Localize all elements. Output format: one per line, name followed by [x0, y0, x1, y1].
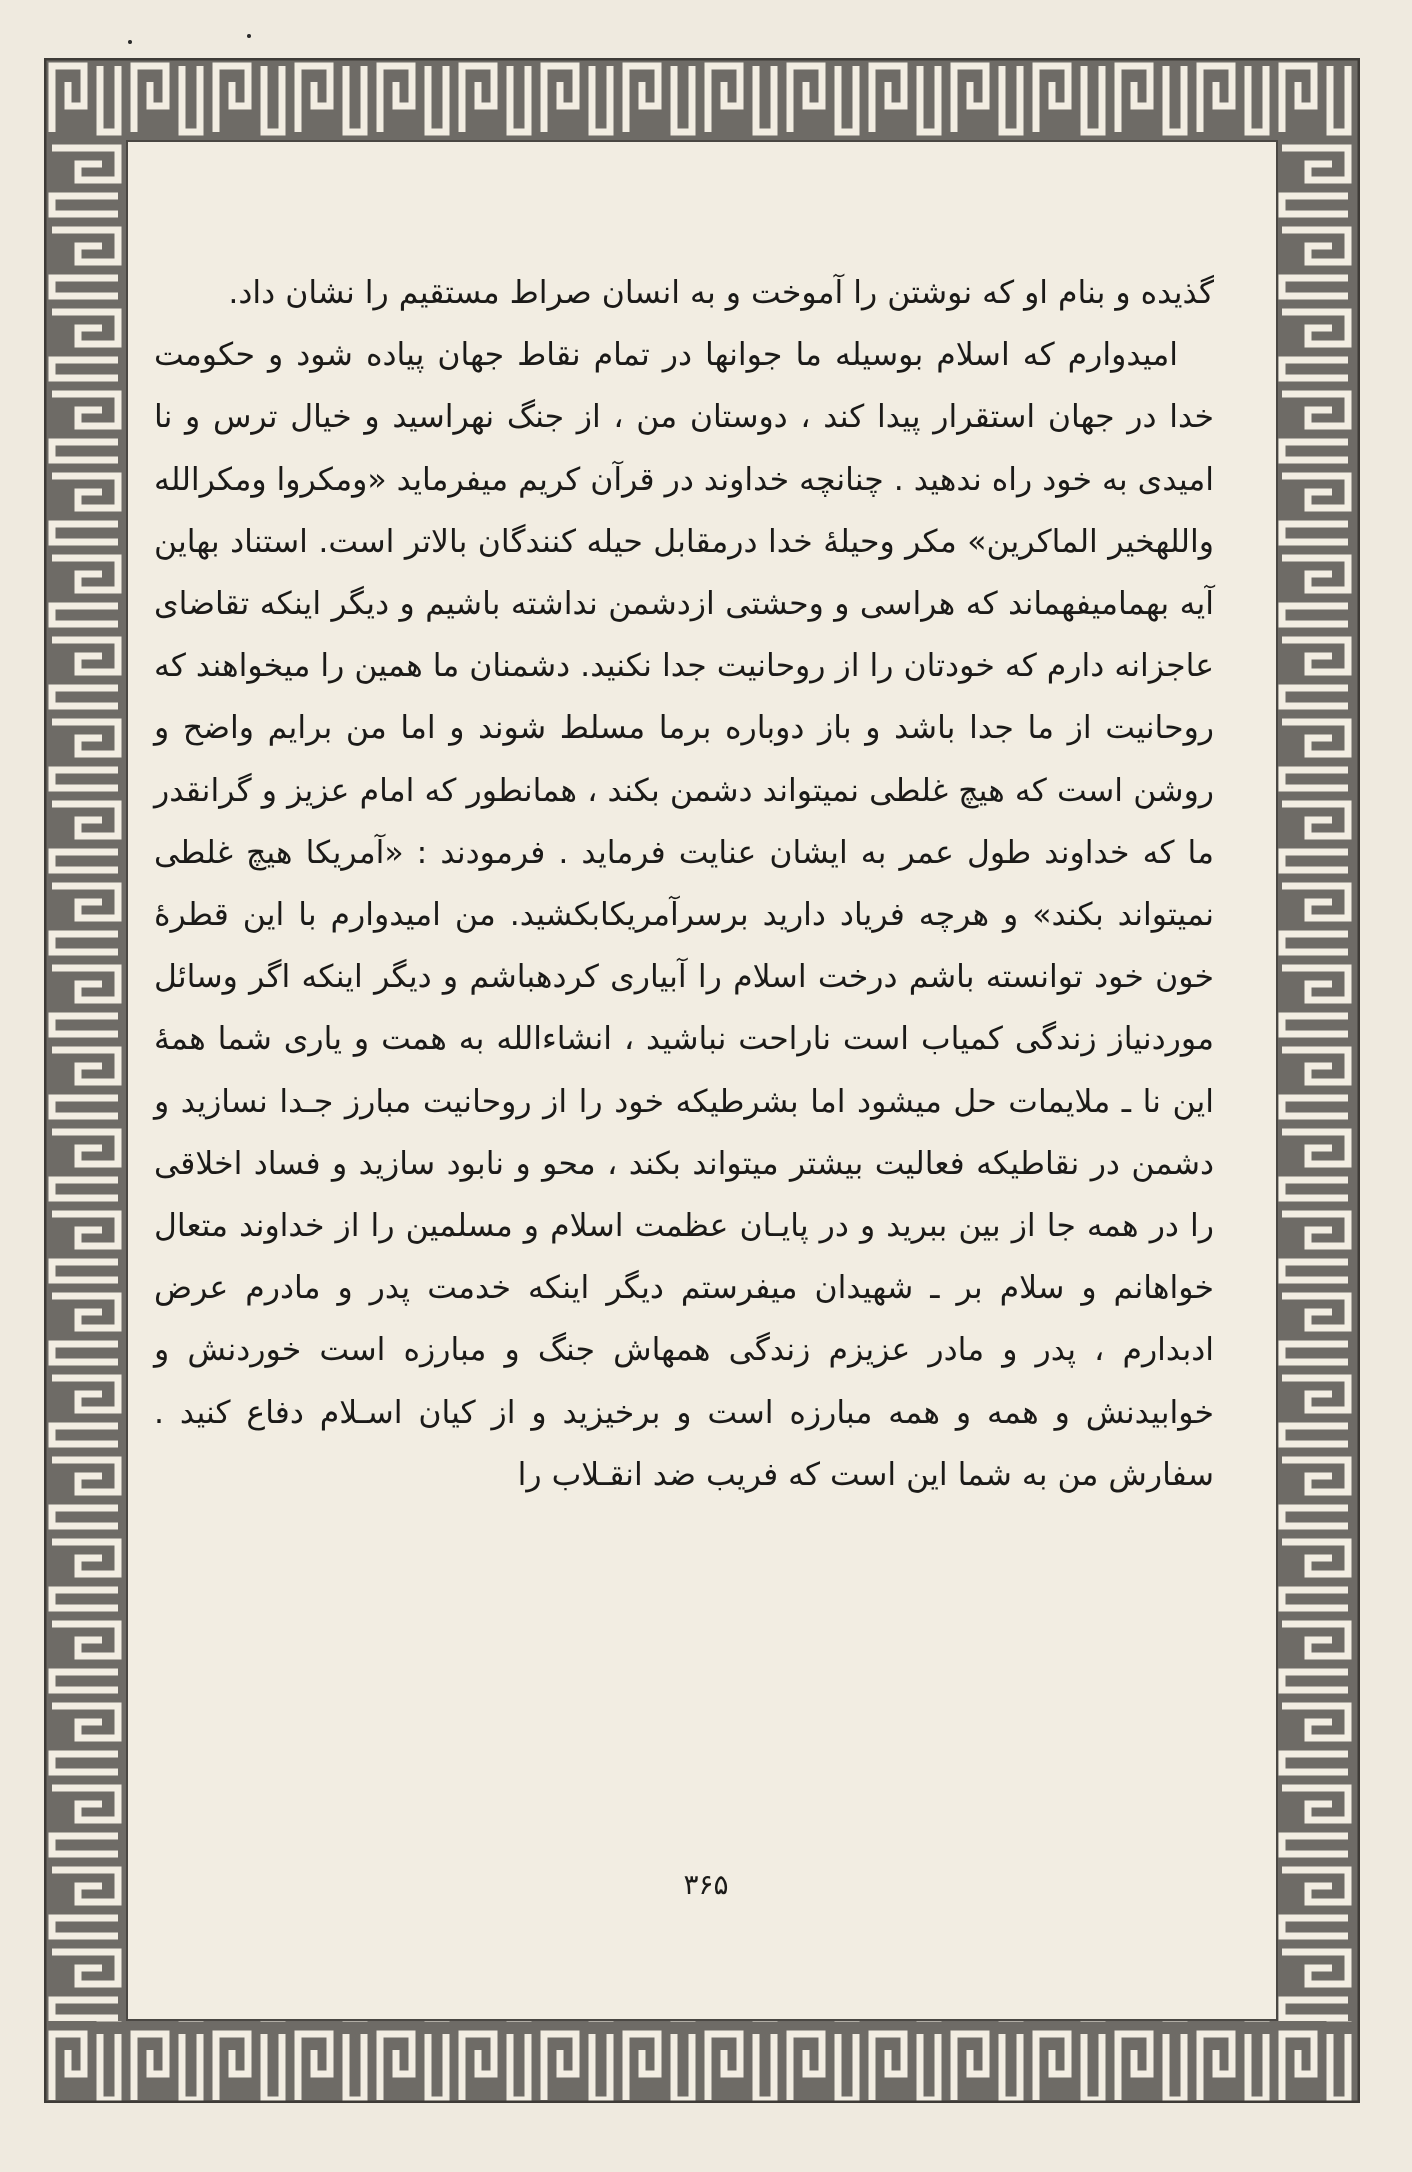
page-number: ۳۶۵ [683, 1868, 729, 1901]
paragraph-2: امیدوارم که اسلام بوسیله ما جوانها در تمام نقاط جهان پیاده شود و حکومت خدا در جهان استقرار پیدا کند ، دوستان من ، از جنگ نهراسید و خیال ترس و نا امیدی به خود راه ندهید . چنانچه خداوند در قرآن کریم میفرماید «ومکروا ومکرالله واللهخیر الماکرین» مکر وحیلهٔ خدا درمقابل حیله کنندگان بالاتر است. استناد بهاین آیه بهمامیفهماند که هراسی و وحشتی ازدشمن نداشته باشیم و دیگر اینکه تقاضای عاجزانه دارم که خودتان را از روحانیت جدا نکنید. دشمنان ما همین را میخواهند که روحانیت از ما جدا باشد و باز دوباره برما مسلط شوند و اما من برایم واضح و روشن است که هیچ غلطی نمیتواند دشمن بکند ، همانطور که امام عزیز و گرانقدر ما که خداوند طول عمر به ایشان عنایت فرماید . فرمودند : «آمریکا هیچ غلطی نمیتواند بکند» و هرچه فریاد دارید برسرآمریکابکشید. من امیدوارم با این قطرهٔ خون خود توانسته باشم درخت اسلام را آبیاری کردهباشم و دیگر اینکه اگر وسائل موردنیاز زندگی کمیاب است ناراحت نباشید ، انشاءالله به همت و یاری شما همهٔ این نا ـ ملایمات حل میشود اما بشرطیکه خود را از روحانیت مبارز جـدا نسازید و دشمن در نقاطیکه فعالیت بیشتر میتواند بکند ، محو و نابود سازید و فساد اخلاقی را در همه جا از بین ببرید و در پایـان عظمت اسلام و مسلمین را از خداوند متعال خواهانم و سلام بر ـ شهیدان میفرستم دیگر اینکه خدمت پدر و مادرم عرض ادبدارم ، پدر و مادر عزیزم زندگی همهاش جنگ و مبارزه است خوردنش و خوابیدنش و همه و همه مبارزه است و برخیزید و از کیان اسـلام دفاع کنید . سفارش من به شما این است که فریب ضد انقـلاب را [154, 337, 1214, 1493]
paragraph-1: گذیده و بنام او که نوشتن را آموخت و به انسان صراط مستقیم را نشان داد. [228, 275, 1214, 311]
speck [247, 34, 251, 38]
body-text [154, 262, 1214, 1942]
speck [128, 40, 132, 44]
